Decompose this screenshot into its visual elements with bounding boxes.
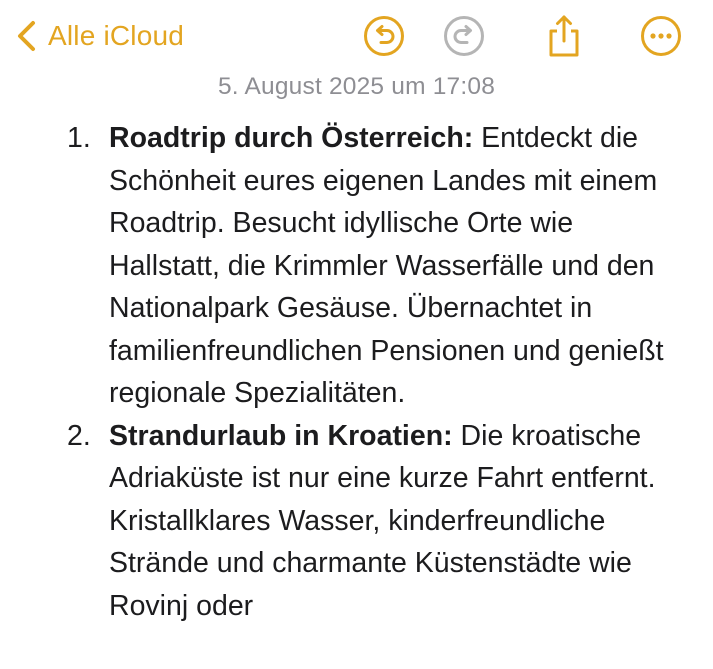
share-icon[interactable] xyxy=(542,14,586,58)
back-button[interactable] xyxy=(12,14,184,58)
note-body[interactable] xyxy=(0,117,713,627)
note-date: 5. August 2025 um 17:08 xyxy=(217,73,496,100)
list-item-title: Strandurlaub in Kroatien: xyxy=(109,419,453,452)
back-button-label: Alle iCloud xyxy=(48,20,185,51)
list-item-text: Die kroatische Adriaküste ist nur eine kurze Fahrt entfernt. Kristallklares Wasser, kinderfreundliche Strände und charmante Küstenstädte wie Rovinj oder xyxy=(109,419,656,622)
undo-icon[interactable] xyxy=(362,14,406,58)
list-item xyxy=(0,415,713,628)
list-item-number: 2. xyxy=(67,419,91,452)
chevron-left-icon xyxy=(12,16,42,56)
note-toolbar xyxy=(0,0,713,72)
list-item-number: 1. xyxy=(67,122,91,154)
list-item xyxy=(0,117,713,415)
list-item-title: Roadtrip durch Österreich: xyxy=(109,122,474,154)
list-item-text: Entdeckt die Schönheit eures eigenen Landes mit einem Roadtrip. Besucht idyllische Orte wie Hallstatt, die Krimmler Wasserfälle und den Nationalpark Gesäuse. Übernachtet in familienfreundlichen Pensionen und genießt regionale Spezialitäten. xyxy=(109,122,664,409)
more-icon[interactable] xyxy=(639,14,683,58)
redo-icon[interactable] xyxy=(442,14,486,58)
